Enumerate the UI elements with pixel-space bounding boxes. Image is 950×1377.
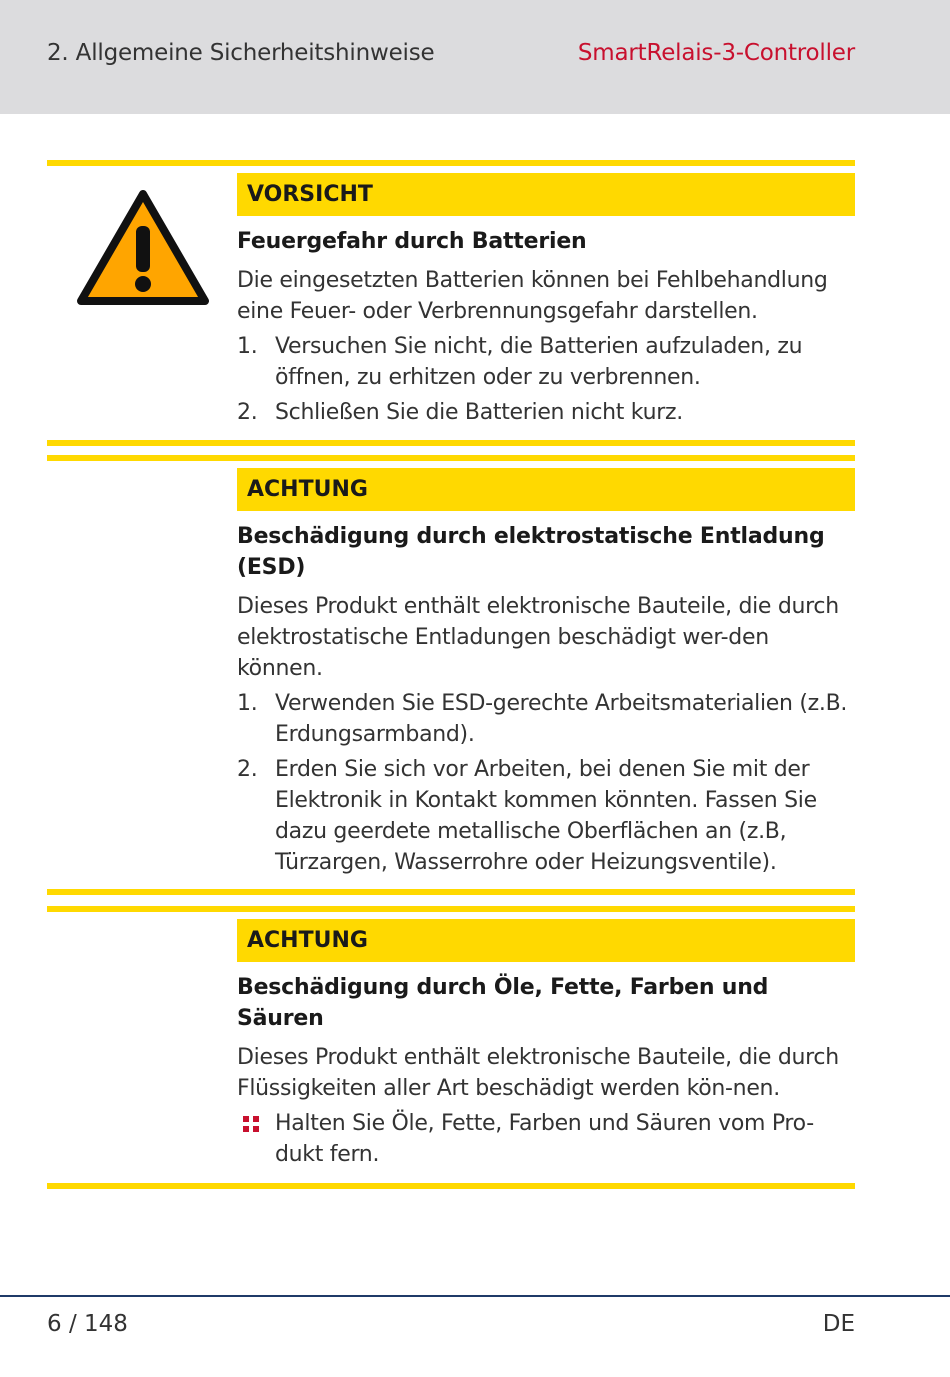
notice-vorsicht-batteries: [47, 160, 855, 450]
page-header: [0, 0, 950, 114]
list-number: 1.: [237, 334, 258, 359]
list-item: [237, 331, 855, 393]
notice-bottom-rule: [47, 1183, 855, 1189]
notice-top-rule: [47, 906, 855, 912]
list-item: [237, 397, 855, 428]
list-item-text: Schließen Sie die Batterien nicht kurz.: [275, 400, 683, 425]
notice-achtung-esd: [47, 455, 855, 900]
list-item: [237, 688, 855, 750]
list-item-text: Versuchen Sie nicht, die Batterien aufzuladen, zu öffnen, zu erhitzen oder zu verbrennen.: [275, 334, 803, 390]
page-number: 6 / 148: [47, 1311, 128, 1337]
red-square-bullet-icon: [243, 1116, 259, 1132]
list-number: 1.: [237, 691, 258, 716]
notice-body: [237, 226, 855, 432]
notice-body: [237, 972, 855, 1174]
footer-divider: [0, 1295, 950, 1297]
signal-word-bar: VORSICHT: [237, 173, 855, 216]
notice-bottom-rule: [47, 889, 855, 895]
notice-text: Dieses Produkt enthält elektronische Bauteile, die durch elektrostatische Entladungen beschädigt wer-den können.: [237, 594, 839, 681]
notice-text: Die eingesetzten Batterien können bei Fehlbehandlung eine Feuer- oder Verbrennungsgefahr darstellen.: [237, 268, 828, 324]
list-item: [237, 1108, 855, 1170]
product-name: SmartRelais-3-Controller: [577, 40, 855, 66]
notice-text: Dieses Produkt enthält elektronische Bauteile, die durch Flüssigkeiten aller Art beschädigt werden kön-nen.: [237, 1045, 839, 1101]
notice-top-rule: [47, 455, 855, 461]
list-item: [237, 754, 855, 878]
list-item-text: Verwenden Sie ESD-gerechte Arbeitsmaterialien (z.B. Erdungsarmband).: [275, 691, 848, 747]
warning-triangle-icon: [75, 188, 211, 308]
notice-title: Beschädigung durch elektrostatische Entladung (ESD): [237, 524, 825, 580]
notice-body: [237, 521, 855, 882]
signal-word-bar: ACHTUNG: [237, 468, 855, 511]
list-item-text: Halten Sie Öle, Fette, Farben und Säuren vom Pro-dukt fern.: [275, 1111, 814, 1167]
notice-achtung-liquids: [47, 906, 855, 1196]
section-title: 2. Allgemeine Sicherheitshinweise: [47, 40, 435, 66]
notice-top-rule: [47, 160, 855, 166]
notice-title: Feuergefahr durch Batterien: [237, 229, 587, 254]
list-number: 2.: [237, 757, 258, 782]
signal-word-bar: ACHTUNG: [237, 919, 855, 962]
notice-bottom-rule: [47, 440, 855, 446]
list-item-text: Erden Sie sich vor Arbeiten, bei denen Sie mit der Elektronik in Kontakt kommen könnten. Fassen Sie dazu geerdete metallische Oberflächen an (z.B, Türzargen, Wasserrohre oder Heizungsventile).: [275, 757, 817, 875]
language-code: DE: [822, 1311, 855, 1337]
list-number: 2.: [237, 400, 258, 425]
notice-title: Beschädigung durch Öle, Fette, Farben und Säuren: [237, 975, 769, 1031]
